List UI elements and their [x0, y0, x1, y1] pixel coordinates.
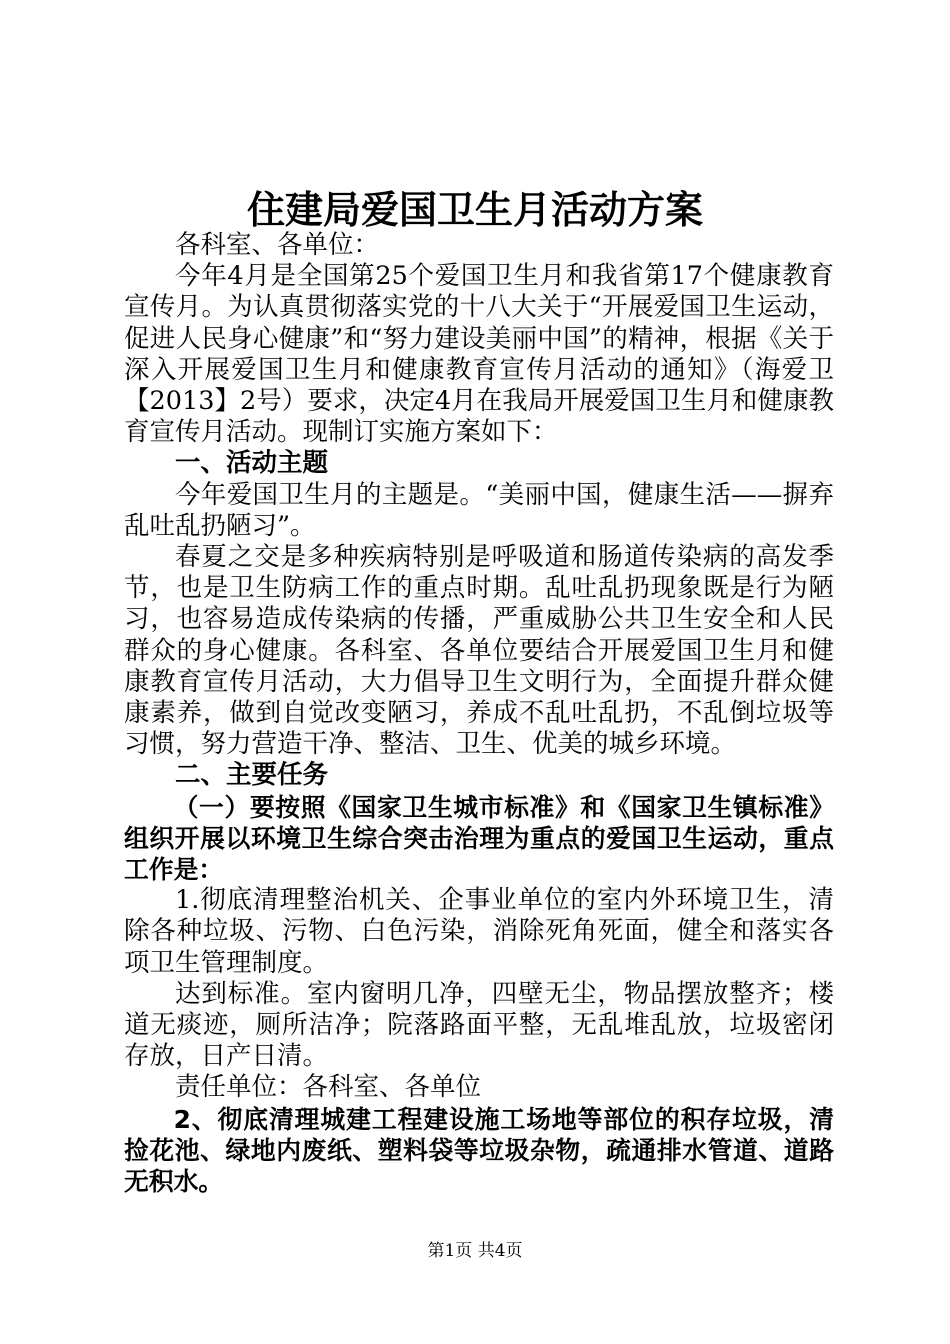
task-subheading-1: （一）要按照《国家卫生城市标准》和《国家卫生镇标准》组织开展以环境卫生综合突击治理为重点的爱国卫生运动，重点工作是： — [124, 792, 834, 885]
document-title: 住建局爱国卫生月活动方案 — [246, 187, 703, 232]
page-footer: 第1页 共4页 — [427, 1241, 523, 1261]
task-item-2: 2、彻底清理城建工程建设施工场地等部位的积存垃圾，清捡花池、绿地内废纸、塑料袋等垃圾杂物，疏通排水管道、道路无积水。 — [124, 1104, 834, 1197]
background-paragraph: 春夏之交是多种疾病特别是呼吸道和肠道传染病的高发季节，也是卫生防病工作的重点时期。乱吐乱扔现象既是行为陋习，也容易造成传染病的传播，严重威胁公共卫生安全和人民群众的身心健康。各科室、各单位要结合开展爱国卫生月和健康教育宣传月活动，大力倡导卫生文明行为，全面提升群众健康素养，做到自觉改变陋习，养成不乱吐乱扔，不乱倒垃圾等习惯，努力营造干净、整洁、卫生、优美的城乡环境。 — [124, 542, 834, 760]
section-heading-theme: 一、活动主题 — [175, 448, 329, 479]
task-item-1-standard: 达到标准。室内窗明几净，四壁无尘，物品摆放整齐；楼道无痰迹，厕所洁净；院落路面平整，无乱堆乱放，垃圾密闭存放，日产日清。 — [124, 978, 834, 1072]
task-item-1-responsible: 责任单位：各科室、各单位 — [175, 1072, 482, 1103]
salutation: 各科室、各单位： — [175, 230, 380, 260]
document-body — [124, 230, 834, 1197]
theme-paragraph: 今年爱国卫生月的主题是。“美丽中国，健康生活——摒弃乱吐乱扔陋习”。 — [124, 479, 834, 541]
intro-paragraph: 今年4月是全国第25个爱国卫生月和我省第17个健康教育宣传月。为认真贯彻落实党的十八大关于“开展爱国卫生运动，促进人民身心健康”和“努力建设美丽中国”的精神，根据《关于深入开展爱国卫生月和健康教育宣传月活动的通知》（海爱卫【2013】2号）要求，决定4月在我局开展爱国卫生月和健康教育宣传月活动。现制订实施方案如下： — [124, 261, 834, 448]
task-item-1: 1.彻底清理整治机关、企事业单位的室内外环境卫生，清除各种垃圾、污物、白色污染，消除死角死面，健全和落实各项卫生管理制度。 — [124, 885, 834, 978]
section-heading-tasks: 二、主要任务 — [175, 760, 329, 791]
